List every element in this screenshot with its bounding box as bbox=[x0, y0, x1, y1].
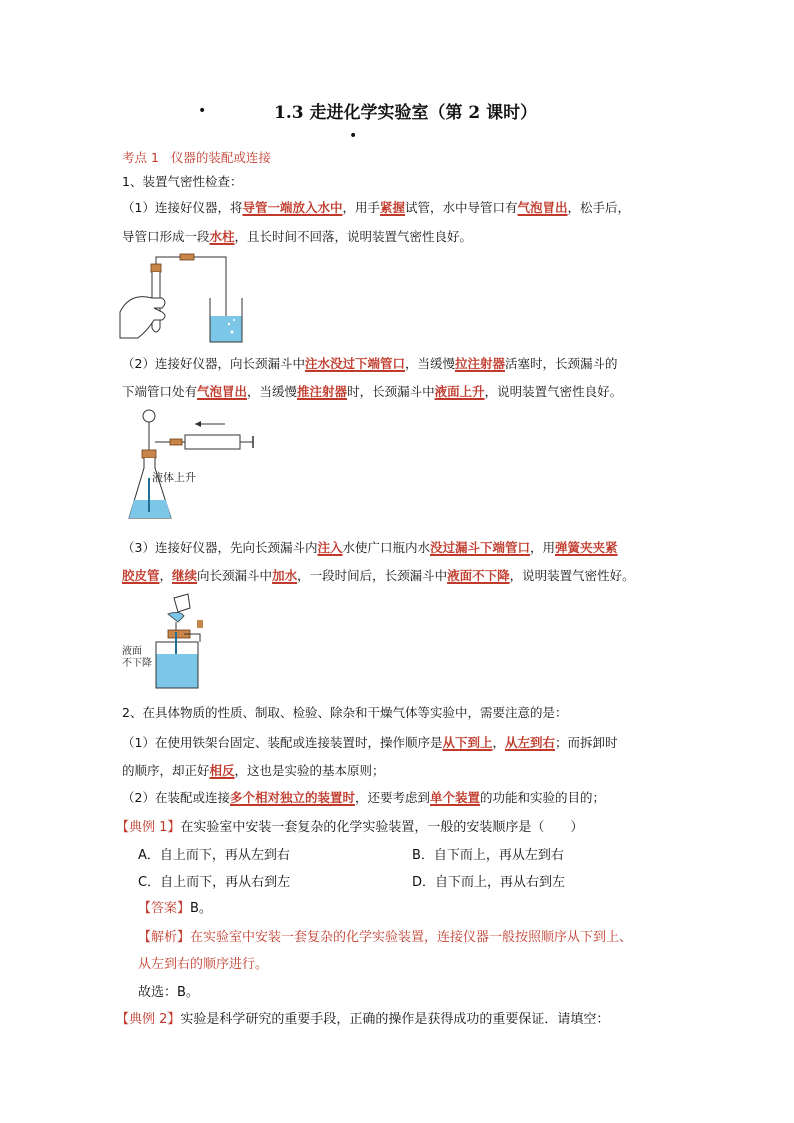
option-b: B．自下而上，再从左到右 bbox=[412, 848, 564, 863]
figure-hand-test-tube bbox=[118, 252, 258, 344]
example-2-question bbox=[116, 1008, 609, 1027]
highlighted-term: 气泡冒出 bbox=[197, 384, 248, 399]
text-run: ， bbox=[159, 568, 173, 583]
figure-2-label: 液体上升 bbox=[152, 471, 196, 484]
option-c: C．自上而下，再从右到左 bbox=[138, 875, 291, 890]
example-2-text: 实验是科学研究的重要手段，正确的操作是获得成功的重要保证．请填空： bbox=[180, 1012, 610, 1027]
example-2-label: 【典例 2】 bbox=[116, 1012, 181, 1027]
example-1-text: 在实验室中安装一套复杂的化学实验装置，一般的安装顺序是（ ） bbox=[180, 820, 584, 835]
highlighted-term: 胶皮管 bbox=[122, 568, 160, 583]
example-1-question bbox=[116, 816, 583, 835]
highlighted-term: 水柱 bbox=[209, 229, 235, 244]
highlighted-term: 多个相对独立的装置时 bbox=[229, 790, 355, 805]
para-3-line-1 bbox=[122, 540, 618, 556]
key-point-label: 考点 1 bbox=[122, 150, 159, 165]
text-run: （2）连接好仪器，向长颈漏斗中 bbox=[122, 356, 305, 371]
para-2-line-1 bbox=[122, 356, 618, 372]
text-run: 下端管口处有 bbox=[122, 384, 198, 399]
text-run: ，说明装置气密性好。 bbox=[509, 568, 635, 583]
highlighted-term: 液面不下降 bbox=[447, 568, 510, 583]
figure-3-label-1: 液面 bbox=[122, 646, 142, 657]
answer-line bbox=[138, 897, 212, 916]
answer-label: 【答案】 bbox=[138, 901, 191, 916]
text-run: ，当缓慢 bbox=[404, 356, 455, 371]
text-run: 的功能和实验的目的； bbox=[480, 790, 606, 805]
text-run: ， bbox=[492, 735, 505, 750]
highlighted-term: 紧握 bbox=[380, 200, 406, 215]
page-title: 1.3 走进化学实验室（第 2 课时） bbox=[274, 103, 538, 123]
highlighted-term: 拉注射器 bbox=[455, 356, 506, 371]
text-run: 的顺序，却正好 bbox=[122, 763, 210, 778]
answer-value: B。 bbox=[190, 901, 212, 916]
text-run: （2）在装配或连接 bbox=[122, 790, 230, 805]
figure-flask-syringe bbox=[125, 408, 260, 528]
text-run: ，松手后， bbox=[567, 200, 631, 215]
text-run: ，这也是实验的基本原则； bbox=[234, 763, 385, 778]
text-run: ，一段时间后，长颈漏斗中 bbox=[297, 568, 448, 583]
text-run: ，还要考虑到 bbox=[354, 790, 430, 805]
option-a: A．自上而下，再从左到右 bbox=[138, 848, 290, 863]
sec2-para-1-line-2 bbox=[122, 763, 385, 779]
analysis-text-1: 在实验室中安装一套复杂的化学实验装置，连接仪器一般按照顺序从下到上、 bbox=[190, 930, 633, 945]
text-run: 试管，水中导管口有 bbox=[405, 200, 518, 215]
conclusion-line: 故选：B。 bbox=[138, 985, 199, 1000]
example-1-label: 【典例 1】 bbox=[116, 820, 181, 835]
text-run: ，且长时间不回落，说明装置气密性良好。 bbox=[234, 229, 473, 244]
text-run: 水使广口瓶内水 bbox=[342, 540, 430, 555]
highlighted-term: 气泡冒出 bbox=[517, 200, 568, 215]
highlighted-term: 从下到上 bbox=[442, 735, 493, 750]
title-bullet: • bbox=[198, 103, 207, 119]
para-2-line-2 bbox=[122, 384, 622, 400]
text-run: ，当缓慢 bbox=[247, 384, 298, 399]
text-run: ；而拆卸时 bbox=[555, 735, 618, 750]
section-2-heading: 2、在具体物质的性质、制取、检验、除杂和干燥气体等实验中，需要注意的是： bbox=[122, 705, 568, 720]
highlighted-term: 导管一端放入水中 bbox=[242, 200, 343, 215]
option-d: D．自下而上，再从右到左 bbox=[412, 875, 566, 890]
highlighted-term: 推注射器 bbox=[297, 384, 348, 399]
figure-3-label-2: 不下降 bbox=[122, 658, 152, 669]
para-1-line-1 bbox=[122, 200, 630, 216]
sec2-para-1-line-1 bbox=[122, 735, 618, 751]
key-point-title: 仪器的装配或连接 bbox=[170, 150, 271, 165]
sec2-para-2 bbox=[122, 790, 605, 806]
figure-wide-mouth-bottle bbox=[120, 592, 220, 692]
analysis-line-1 bbox=[138, 926, 632, 945]
analysis-line-2: 从左到右的顺序进行。 bbox=[138, 957, 269, 972]
highlighted-term: 注入 bbox=[317, 540, 343, 555]
highlighted-term: 加水 bbox=[272, 568, 298, 583]
title-bullet-2: • bbox=[349, 128, 358, 144]
highlighted-term: 单个装置 bbox=[430, 790, 481, 805]
text-run: 时，长颈漏斗中 bbox=[347, 384, 435, 399]
text-run: 活塞时，长颈漏斗的 bbox=[505, 356, 618, 371]
highlighted-term: 弹簧夹夹紧 bbox=[555, 540, 618, 555]
text-run: ，用手 bbox=[342, 200, 380, 215]
text-run: （3）连接好仪器，先向长颈漏斗内 bbox=[122, 540, 318, 555]
para-3-line-2 bbox=[122, 568, 635, 584]
highlighted-term: 继续 bbox=[172, 568, 198, 583]
text-run: 向长颈漏斗中 bbox=[197, 568, 273, 583]
analysis-label: 【解析】 bbox=[138, 930, 191, 945]
highlighted-term: 注水没过下端管口 bbox=[304, 356, 405, 371]
key-point-heading bbox=[122, 148, 271, 166]
text-run: （1）连接好仪器，将 bbox=[122, 200, 243, 215]
text-run: 导管口形成一段 bbox=[122, 229, 210, 244]
highlighted-term: 相反 bbox=[209, 763, 235, 778]
para-1-line-2 bbox=[122, 229, 472, 245]
section-1-heading: 1、装置气密性检查： bbox=[122, 174, 243, 189]
text-run: ，用 bbox=[530, 540, 556, 555]
text-run: （1）在使用铁架台固定、装配或连接装置时，操作顺序是 bbox=[122, 735, 443, 750]
highlighted-term: 液面上升 bbox=[434, 384, 485, 399]
text-run: ，说明装置气密性良好。 bbox=[484, 384, 623, 399]
highlighted-term: 没过漏斗下端管口 bbox=[430, 540, 531, 555]
highlighted-term: 从左到右 bbox=[505, 735, 556, 750]
